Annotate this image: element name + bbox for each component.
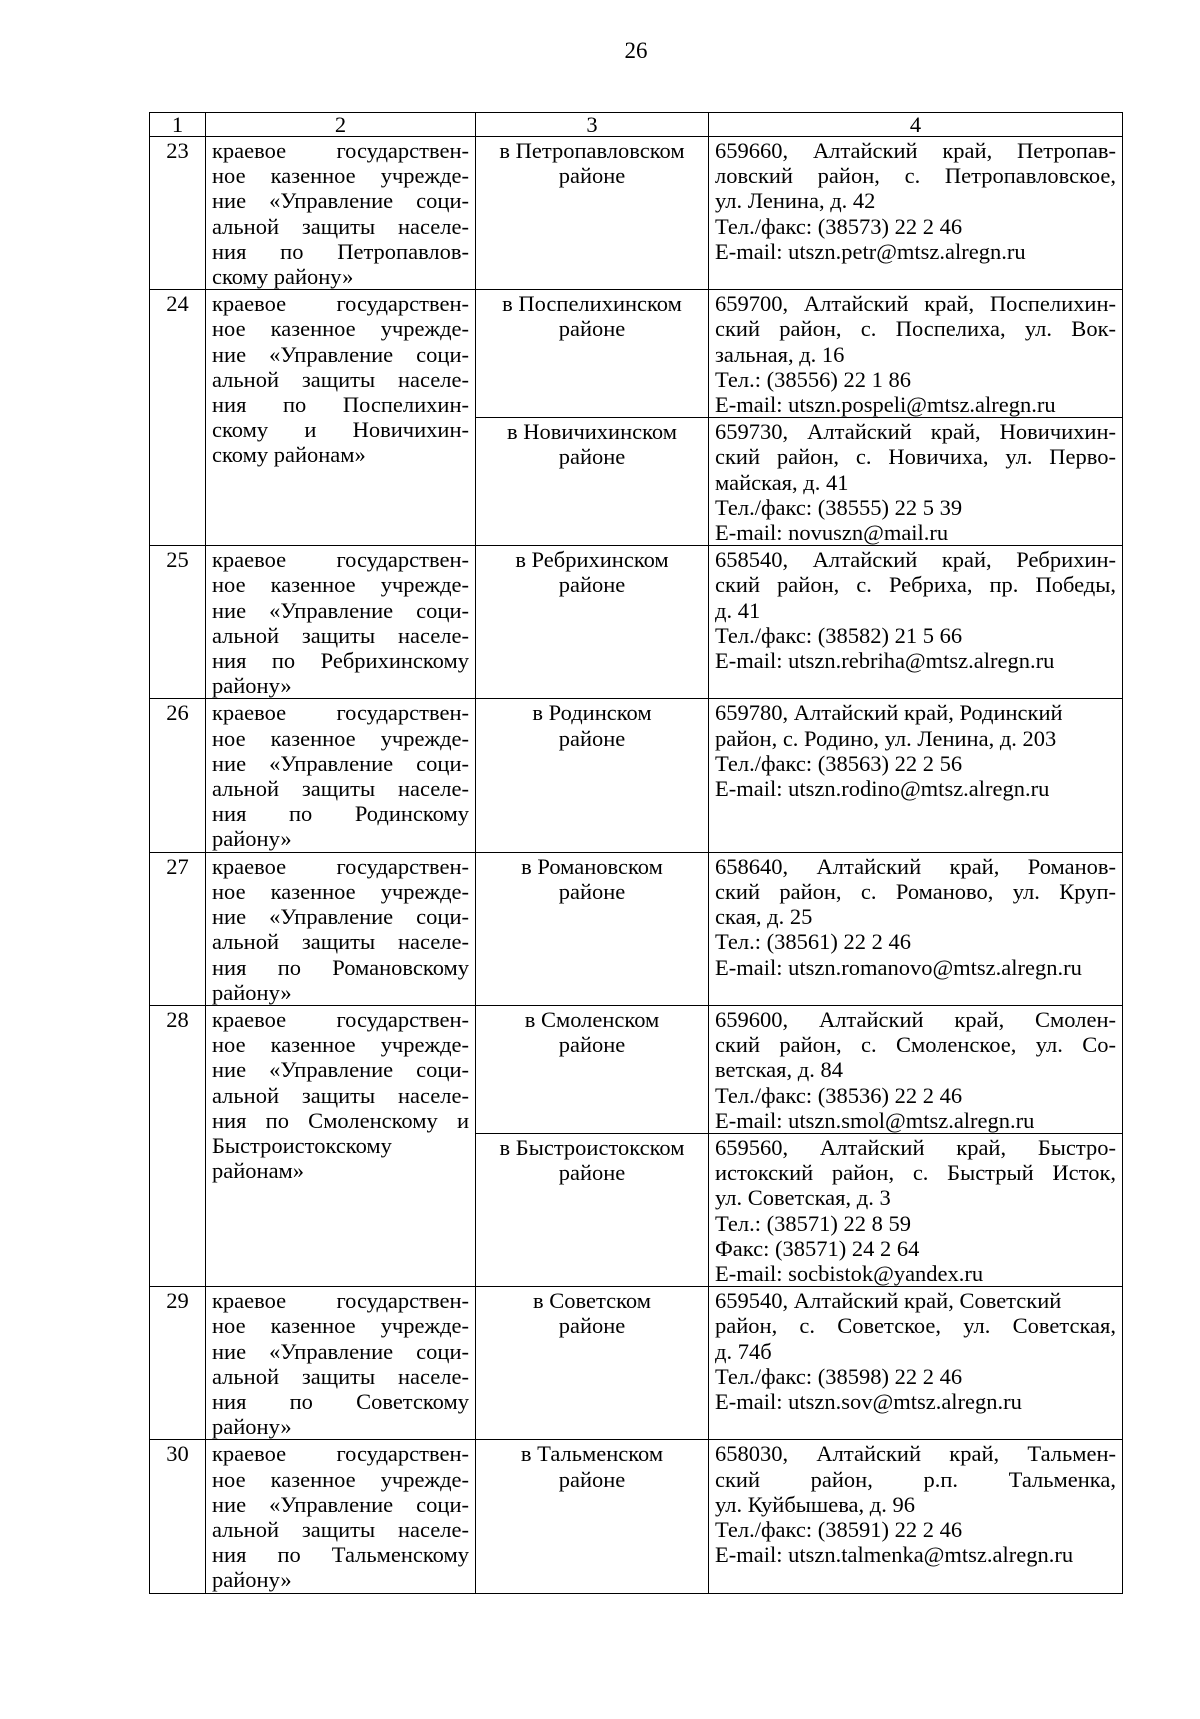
address-cell: [709, 1005, 1123, 1133]
address-line: д. 74б: [715, 1338, 772, 1364]
institution-name-line: ние «Управление соци-: [212, 1491, 469, 1517]
address-line: Тел./факс: (38598) 22 2 46: [715, 1363, 963, 1389]
column-header-3: 3: [476, 113, 709, 137]
institution-name-line: скому и Новичихин-: [212, 417, 469, 443]
table-body: [150, 137, 1123, 1594]
column-number-header-row: [150, 113, 1123, 137]
district-line: в Родинском: [532, 700, 652, 726]
page-number: 26: [624, 38, 648, 63]
institution-name-line: краевое государствен-: [212, 1288, 469, 1314]
address-line: ский район, с. Смоленское, ул. Со-: [715, 1032, 1116, 1058]
address-line: ская, д. 25: [715, 904, 813, 930]
district-cell: [476, 137, 709, 290]
address-cell: [709, 418, 1123, 546]
address-line: 658540, Алтайский край, Ребрихин-: [715, 547, 1116, 573]
district-line: в Смоленском: [524, 1006, 660, 1032]
address-line: E-mail: utszn.smol@mtsz.alregn.ru: [715, 1107, 1035, 1133]
district-line: районе: [558, 444, 626, 470]
address-line: Факс: (38571) 24 2 64: [715, 1235, 920, 1261]
institution-name-line: альной защиты населе-: [212, 622, 469, 648]
address-line: Тел.: (38571) 22 8 59: [715, 1210, 911, 1236]
address-cell: [709, 1440, 1123, 1593]
address-line: E-mail: novuszn@mail.ru: [715, 520, 949, 546]
address-line: район, с. Родино, ул. Ленина, д. 203: [715, 725, 1057, 751]
address-line: ул. Ленина, д. 42: [715, 188, 876, 214]
table-row: [150, 1287, 1123, 1440]
address-line: ский район, с. Новичиха, ул. Перво-: [715, 444, 1116, 470]
institution-name-line: району»: [212, 1567, 292, 1593]
district-line: в Романовском: [521, 853, 663, 879]
institution-name-line: ное казенное учрежде-: [212, 572, 469, 598]
address-line: E-mail: utszn.romanovo@mtsz.alregn.ru: [715, 954, 1082, 980]
institution-name: [206, 699, 476, 852]
address-line: район, с. Советское, ул. Советская,: [715, 1313, 1116, 1339]
address-line: Тел./факс: (38582) 21 5 66: [715, 622, 963, 648]
address-cell: [709, 852, 1123, 1005]
institution-name-line: ния по Тальменскому: [212, 1542, 469, 1568]
address-line: E-mail: utszn.rebriha@mtsz.alregn.ru: [715, 648, 1055, 674]
address-line: E-mail: socbistok@yandex.ru: [715, 1260, 984, 1286]
institution-name-line: району»: [212, 826, 292, 852]
institution-name-line: ние «Управление соци-: [212, 750, 469, 776]
institution-name-line: альной защиты населе-: [212, 1516, 469, 1542]
institution-name: [206, 546, 476, 699]
address-line: Тел.: (38561) 22 2 46: [715, 929, 911, 955]
address-line: 659780, Алтайский край, Родинский: [715, 700, 1063, 726]
institution-name-line: ния по Поспелихин-: [212, 392, 469, 418]
row-number: 25: [150, 546, 206, 699]
institutions-table: [149, 112, 1123, 1594]
district-line: в Советском: [533, 1288, 651, 1314]
row-number: 29: [150, 1287, 206, 1440]
institution-name-line: ния по Петропавлов-: [212, 238, 469, 264]
column-header-2: 2: [206, 113, 476, 137]
district-cell: [476, 418, 709, 546]
institution-name: [206, 1440, 476, 1593]
district-line: в Новичихинском: [507, 419, 677, 445]
institution-name-line: альной защиты населе-: [212, 1082, 469, 1108]
address-line: Тел./факс: (38573) 22 2 46: [715, 213, 963, 239]
table-row: [150, 290, 1123, 418]
institution-name-line: району»: [212, 673, 292, 699]
address-cell: [709, 699, 1123, 852]
table-row: [150, 852, 1123, 1005]
institution-name-line: Быстроистокскому: [212, 1132, 392, 1158]
row-number: 24: [150, 290, 206, 546]
district-line: в Петропавловском: [499, 138, 685, 163]
address-line: 659660, Алтайский край, Петропав-: [715, 138, 1116, 163]
institution-name: [206, 852, 476, 1005]
institution-name-line: ние «Управление соци-: [212, 341, 469, 367]
address-line: 658030, Алтайский край, Тальмен-: [715, 1441, 1116, 1467]
address-cell: [709, 546, 1123, 699]
address-line: Тел./факс: (38563) 22 2 56: [715, 750, 963, 776]
district-cell: [476, 1287, 709, 1440]
address-line: ский район, с. Ребриха, пр. Победы,: [715, 572, 1116, 598]
address-line: ский район, с. Поспелиха, ул. Вок-: [715, 316, 1116, 342]
district-line: районе: [558, 1466, 626, 1492]
address-line: ул. Советская, д. 3: [715, 1185, 891, 1211]
institution-name-line: альной защиты населе-: [212, 929, 469, 955]
address-line: д. 41: [715, 597, 761, 623]
institution-name-line: краевое государствен-: [212, 853, 469, 879]
institution-name-line: району»: [212, 1414, 292, 1440]
address-line: E-mail: utszn.rodino@mtsz.alregn.ru: [715, 776, 1050, 802]
institution-name-line: ние «Управление соци-: [212, 904, 469, 930]
district-line: в Тальменском: [520, 1441, 664, 1467]
table-row: [150, 546, 1123, 699]
institution-name-line: району»: [212, 979, 292, 1005]
row-number: 23: [150, 137, 206, 290]
row-number: 28: [150, 1005, 206, 1286]
institution-name-line: районам»: [212, 1158, 305, 1184]
district-cell: [476, 1133, 709, 1286]
institution-name-line: ное казенное учрежде-: [212, 725, 469, 751]
address-line: Тел./факс: (38555) 22 5 39: [715, 494, 963, 520]
address-line: 658640, Алтайский край, Романов-: [715, 853, 1116, 879]
institution-name-line: ние «Управление соци-: [212, 1338, 469, 1364]
column-header-4: 4: [709, 113, 1123, 137]
district-cell: [476, 699, 709, 852]
institution-name: [206, 1005, 476, 1286]
institution-name-line: краевое государствен-: [212, 700, 469, 726]
address-line: ский район, с. Романово, ул. Круп-: [715, 878, 1116, 904]
address-line: ветская, д. 84: [715, 1057, 843, 1083]
district-line: в Ребрихинском: [515, 547, 669, 573]
institution-name-line: краевое государствен-: [212, 1006, 469, 1032]
institution-name-line: ния по Смоленскому и: [212, 1107, 469, 1133]
table-row: [150, 1440, 1123, 1593]
institution-name-line: ния по Ребрихинскому: [212, 648, 469, 674]
address-line: E-mail: utszn.petr@mtsz.alregn.ru: [715, 238, 1026, 264]
district-cell: [476, 1440, 709, 1593]
institution-name-line: ное казенное учрежде-: [212, 316, 469, 342]
district-line: районе: [558, 572, 626, 598]
table-row: [150, 1005, 1123, 1133]
row-number: 27: [150, 852, 206, 1005]
address-line: Тел./факс: (38536) 22 2 46: [715, 1082, 963, 1108]
institution-name-line: краевое государствен-: [212, 1441, 469, 1467]
address-cell: [709, 137, 1123, 290]
institution-name: [206, 290, 476, 546]
institution-name-line: ное казенное учрежде-: [212, 1466, 469, 1492]
district-line: районе: [558, 316, 626, 342]
address-line: 659600, Алтайский край, Смолен-: [715, 1006, 1116, 1032]
district-line: районе: [558, 878, 626, 904]
address-line: ский район, р.п. Тальменка,: [715, 1466, 1116, 1492]
address-line: 659560, Алтайский край, Быстро-: [715, 1134, 1116, 1160]
institution-name-line: ное казенное учрежде-: [212, 878, 469, 904]
institution-name-line: ное казенное учрежде-: [212, 163, 469, 189]
address-line: Тел.: (38556) 22 1 86: [715, 366, 911, 392]
institution-name-line: краевое государствен-: [212, 138, 469, 163]
institution-name: [206, 1287, 476, 1440]
district-cell: [476, 546, 709, 699]
district-line: районе: [558, 725, 626, 751]
address-line: 659540, Алтайский край, Советский: [715, 1288, 1062, 1314]
table-row: [150, 699, 1123, 852]
institution-name-line: ния по Романовскому: [212, 954, 469, 980]
column-header-1: 1: [150, 113, 206, 137]
institution-name-line: ние «Управление соци-: [212, 188, 469, 214]
institution-name-line: альной защиты населе-: [212, 776, 469, 802]
institution-name-line: ние «Управление соци-: [212, 597, 469, 623]
district-line: районе: [558, 163, 626, 189]
address-cell: [709, 1287, 1123, 1440]
district-cell: [476, 852, 709, 1005]
institution-name-line: ния по Советскому: [212, 1388, 469, 1414]
institution-name-line: скому району»: [212, 264, 354, 290]
institution-name-line: ния по Родинскому: [212, 801, 469, 827]
row-number: 26: [150, 699, 206, 852]
address-line: ул. Куйбышева, д. 96: [715, 1491, 915, 1517]
institution-name-line: ное казенное учрежде-: [212, 1313, 469, 1339]
institution-name-line: ное казенное учрежде-: [212, 1032, 469, 1058]
district-line: районе: [558, 1160, 626, 1186]
address-line: E-mail: utszn.talmenka@mtsz.alregn.ru: [715, 1542, 1074, 1568]
address-line: истокский район, с. Быстрый Исток,: [715, 1160, 1116, 1186]
district-line: в Быстроистокском: [499, 1134, 685, 1160]
institution-name-line: альной защиты населе-: [212, 366, 469, 392]
address-line: 659700, Алтайский край, Поспелихин-: [715, 291, 1116, 317]
district-cell: [476, 290, 709, 418]
address-line: майская, д. 41: [715, 469, 849, 495]
address-cell: [709, 1133, 1123, 1286]
address-line: 659730, Алтайский край, Новичихин-: [715, 419, 1116, 445]
institution-name-line: краевое государствен-: [212, 291, 469, 317]
institution-name-line: скому районам»: [212, 442, 366, 468]
address-line: зальная, д. 16: [715, 341, 845, 367]
row-number: 30: [150, 1440, 206, 1593]
address-line: ловский район, с. Петропавловское,: [715, 163, 1116, 189]
table-row: [150, 137, 1123, 290]
district-line: районе: [558, 1032, 626, 1058]
district-line: районе: [558, 1313, 626, 1339]
address-line: Тел./факс: (38591) 22 2 46: [715, 1516, 963, 1542]
address-line: E-mail: utszn.sov@mtsz.alregn.ru: [715, 1388, 1022, 1414]
institution-name-line: краевое государствен-: [212, 547, 469, 573]
institution-name-line: альной защиты населе-: [212, 1363, 469, 1389]
institution-name: [206, 137, 476, 290]
address-cell: [709, 290, 1123, 418]
district-cell: [476, 1005, 709, 1133]
address-line: E-mail: utszn.pospeli@mtsz.alregn.ru: [715, 392, 1056, 418]
institution-name-line: ние «Управление соци-: [212, 1057, 469, 1083]
institution-name-line: альной защиты населе-: [212, 213, 469, 239]
district-line: в Поспелихинском: [502, 291, 682, 317]
